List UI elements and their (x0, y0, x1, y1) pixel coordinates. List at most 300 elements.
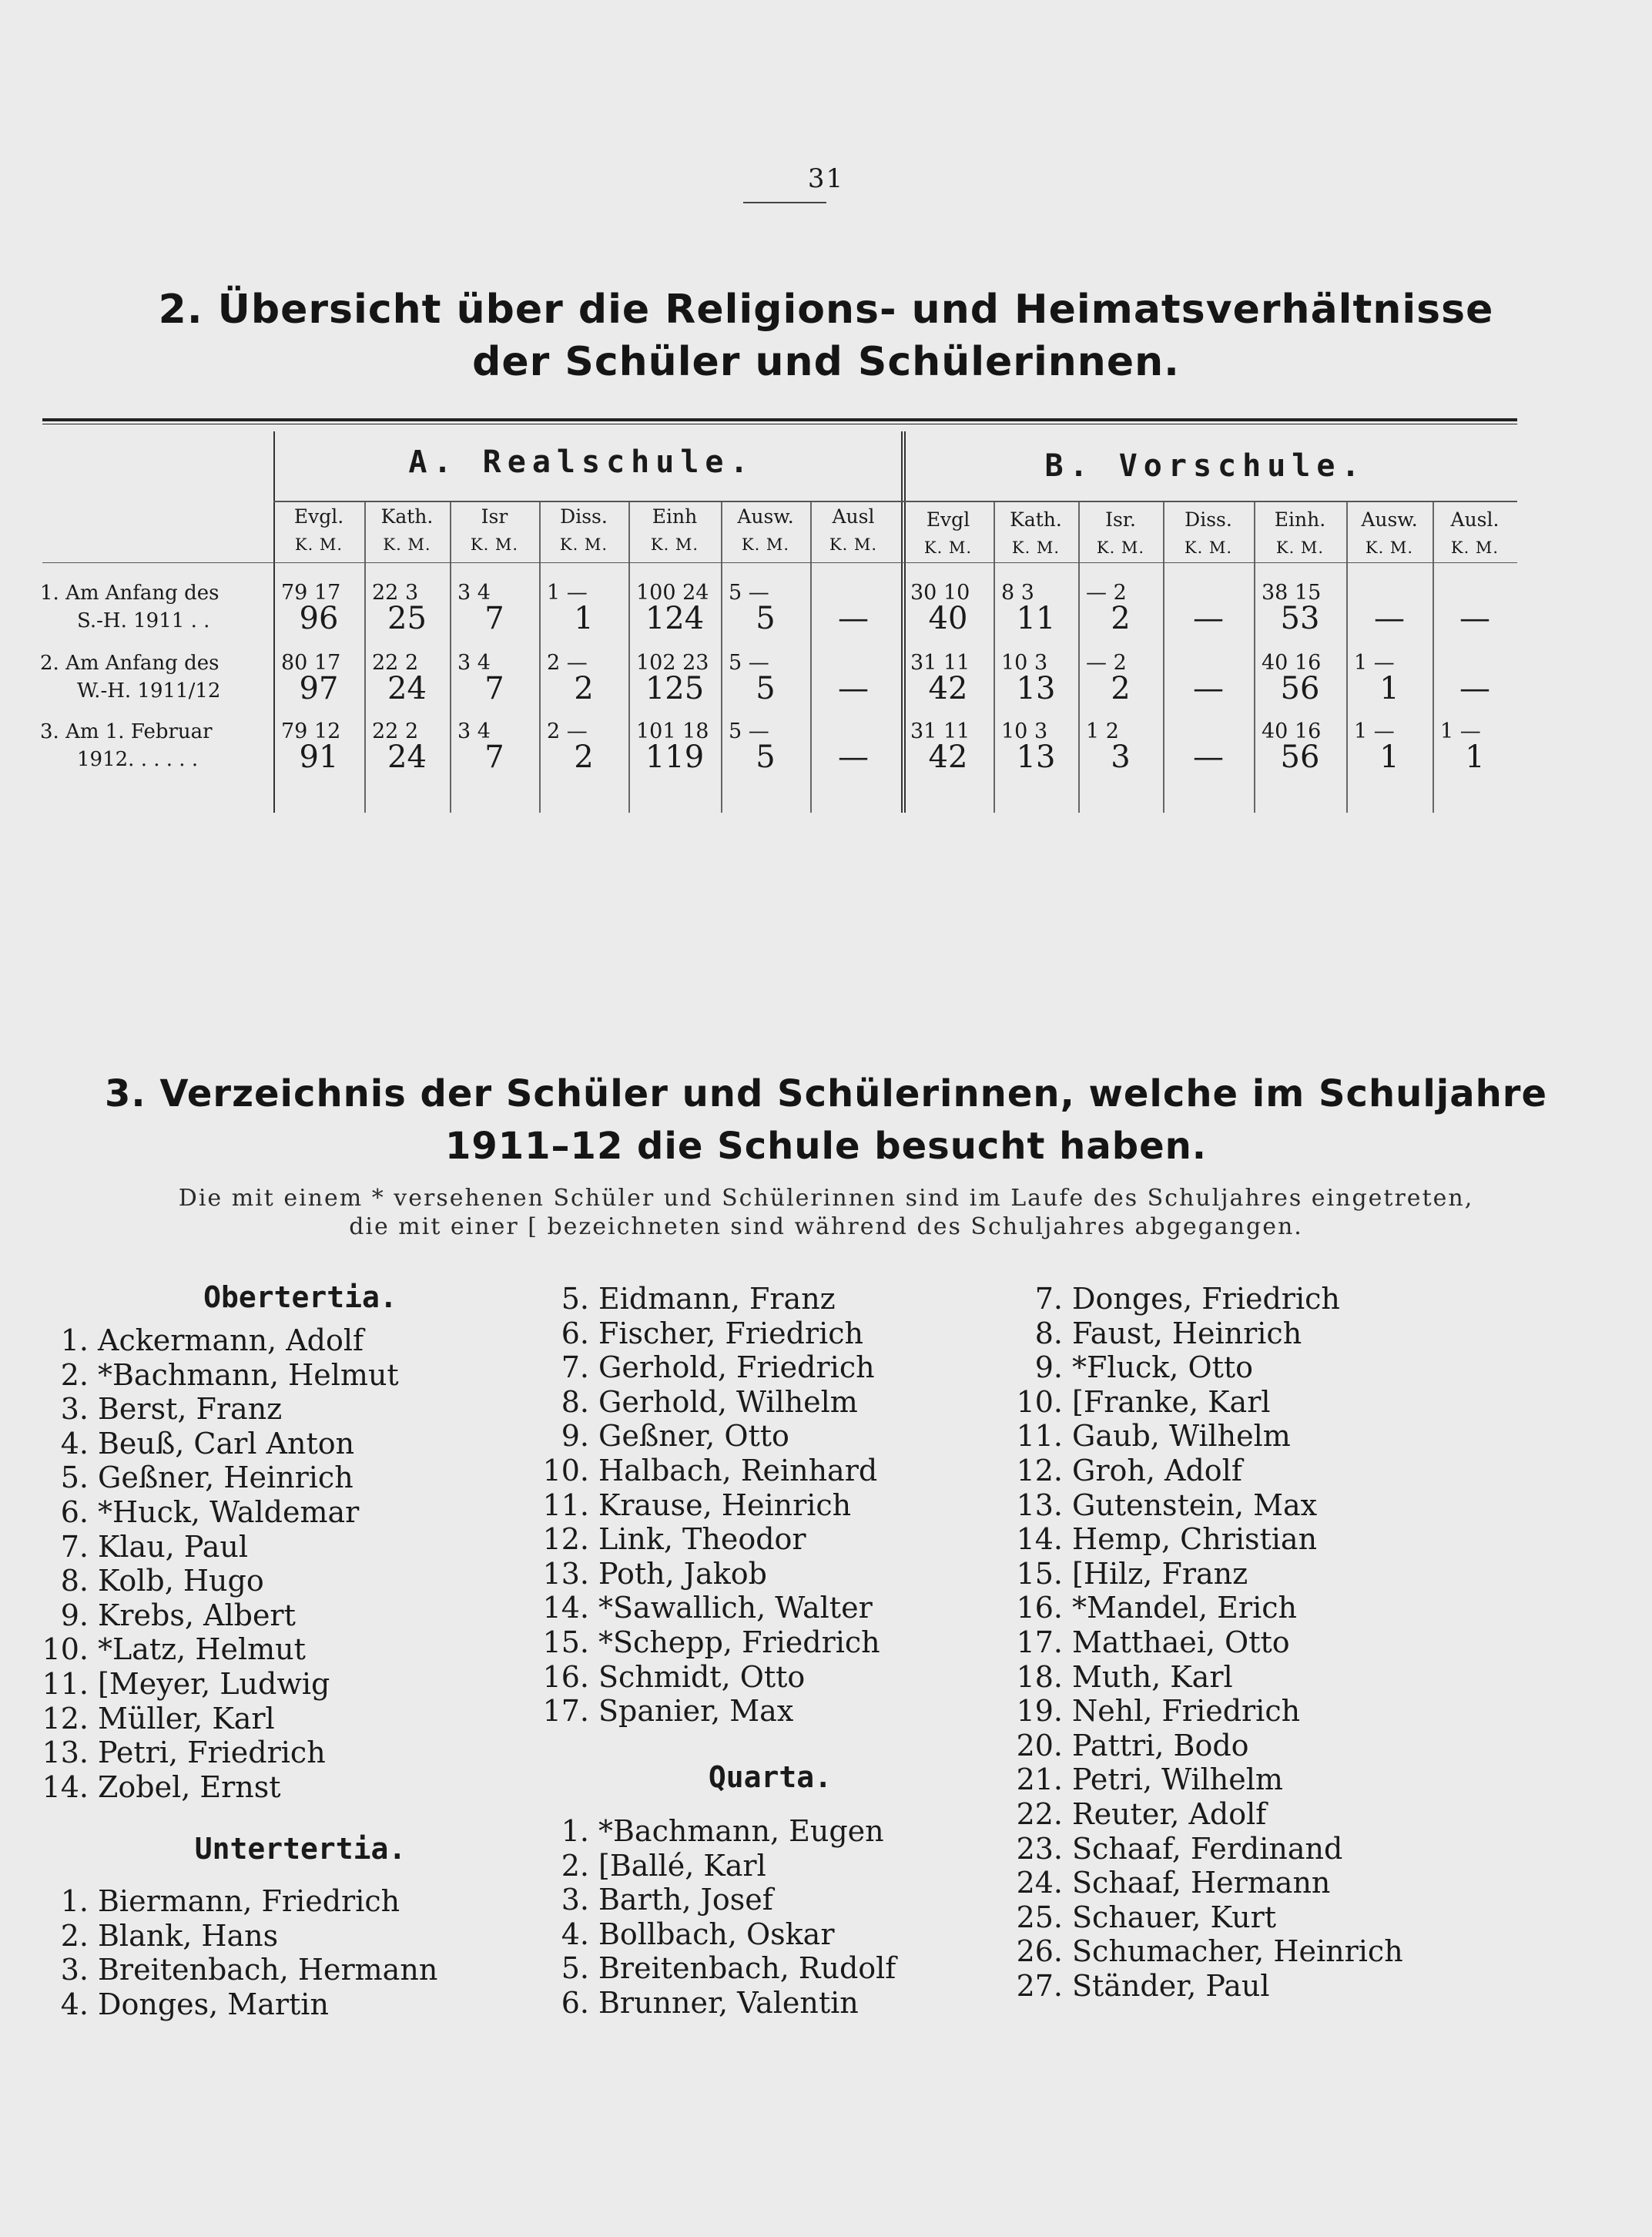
cell-total-b: 42 (928, 740, 968, 775)
student-name: Geßner, Otto (598, 1419, 789, 1454)
cell-total-a: 7 (484, 740, 504, 775)
student-name: Brunner, Valentin (598, 1985, 859, 2020)
student-number: 7. (561, 1350, 589, 1385)
student-number: 26. (1016, 1934, 1063, 1969)
student-name: *Sawallich, Walter (598, 1591, 873, 1625)
student-number: 14. (42, 1769, 89, 1804)
cell-total-b: 56 (1280, 671, 1320, 706)
quarta-list-b (997, 1282, 1403, 2003)
column-subheader-b: K. M. (1450, 538, 1500, 557)
cell-total-b: 2 (1111, 671, 1131, 706)
cell-small-b: 31 11 (910, 719, 970, 743)
student-number: 2. (60, 1357, 89, 1392)
student-number: 21. (1016, 1762, 1063, 1797)
student-list-item (997, 1866, 1403, 1900)
cell-small-a: 5 — (729, 581, 769, 605)
student-number: 1. (60, 1323, 89, 1357)
cell-total-b: 2 (1111, 601, 1131, 636)
student-number: 15. (1016, 1556, 1063, 1591)
column-header-a: Ausl (832, 505, 875, 528)
student-name: Müller, Karl (98, 1701, 275, 1736)
cell-small-b: 10 3 (1001, 719, 1048, 743)
student-list-item (997, 1729, 1403, 1763)
column-header-b: Evgl (926, 508, 970, 531)
student-name: *Mandel, Erich (1072, 1591, 1297, 1625)
student-name: Bollbach, Oskar (598, 1917, 835, 1951)
student-name: Schmidt, Otto (598, 1659, 806, 1694)
cell-total-a: — (838, 740, 869, 775)
student-list-item (23, 1427, 399, 1461)
student-number: 13. (42, 1736, 89, 1770)
student-list-item (997, 1797, 1403, 1832)
cell-total-b: 1 (1379, 740, 1399, 775)
student-number: 22. (1016, 1796, 1063, 1831)
student-name: Donges, Friedrich (1072, 1282, 1340, 1316)
student-name: Hemp, Christian (1072, 1522, 1318, 1557)
cell-total-a: 7 (484, 601, 504, 636)
student-list-item (23, 1632, 399, 1667)
student-number: 6. (561, 1985, 589, 2020)
student-name: Biermann, Friedrich (98, 1884, 400, 1918)
column-subheader-b: K. M. (1365, 538, 1414, 557)
student-name: Nehl, Friedrich (1072, 1694, 1301, 1729)
legend-note-line2: die mit einer [ bezeichneten sind während des Schuljahres abgegangen. (349, 1213, 1303, 1240)
cell-total-a: 5 (756, 740, 776, 775)
student-list-item (997, 1660, 1403, 1695)
cell-small-b: 8 3 (1001, 581, 1034, 605)
student-list-item (997, 1625, 1403, 1660)
column-subheader-b: K. M. (1275, 538, 1325, 557)
quarta-heading: Quarta. (708, 1760, 833, 1794)
column-subheader-a: K. M. (741, 535, 790, 554)
student-number: 8. (1034, 1316, 1063, 1350)
student-number: 23. (1016, 1831, 1063, 1866)
cell-total-a: 2 (574, 671, 594, 706)
student-list-item (524, 1385, 880, 1420)
column-header-a: Evgl. (293, 505, 344, 528)
section2-subtitle: der Schüler und Schülerinnen. (472, 339, 1180, 385)
cell-total-a: 5 (756, 671, 776, 706)
student-list-item (997, 1454, 1403, 1488)
student-list-item (23, 1953, 437, 1987)
student-name: *Latz, Helmut (98, 1632, 306, 1667)
student-number: 20. (1016, 1728, 1063, 1762)
obertertia-heading: Obertertia. (203, 1280, 397, 1314)
header-rule (273, 501, 1517, 502)
student-name: Krebs, Albert (98, 1598, 296, 1632)
student-number: 17. (1016, 1625, 1063, 1659)
untertertia-list-a (23, 1884, 437, 2021)
student-name: Beuß, Carl Anton (98, 1426, 355, 1461)
student-name: Halbach, Reinhard (598, 1453, 878, 1487)
student-list-item (23, 1358, 399, 1393)
student-name: Kolb, Hugo (98, 1564, 264, 1598)
column-header-b: Ausw. (1361, 508, 1418, 531)
student-number: 7. (1034, 1282, 1063, 1316)
column-header-b: Ausl. (1450, 508, 1500, 531)
row-label-line1: 2. Am Anfang des (40, 652, 219, 675)
cell-small-b: 1 2 (1086, 719, 1119, 743)
student-list-item (997, 1900, 1403, 1935)
cell-small-b: — 2 (1086, 581, 1127, 605)
cell-total-a: 119 (645, 740, 705, 775)
student-name: Breitenbach, Hermann (98, 1953, 438, 1987)
column-header-b: Einh. (1274, 508, 1326, 531)
student-list-item (997, 1385, 1403, 1420)
student-name: Faust, Heinrich (1072, 1316, 1302, 1350)
cell-total-a: 97 (299, 671, 339, 706)
student-number: 15. (542, 1625, 589, 1659)
column-subheader-b: K. M. (1011, 538, 1061, 557)
student-name: Groh, Adolf (1072, 1453, 1242, 1487)
student-name: Berst, Franz (98, 1392, 283, 1427)
student-list-item (23, 1919, 437, 1954)
cell-total-a: 91 (299, 740, 339, 775)
student-number: 7. (60, 1529, 89, 1564)
cell-small-b: 40 16 (1262, 719, 1322, 743)
cell-total-a: 96 (299, 601, 339, 636)
student-list-item (524, 1951, 896, 1986)
cell-small-a: 2 — (547, 651, 588, 675)
cell-total-b: 1 (1465, 740, 1485, 775)
student-list-item (23, 1598, 399, 1633)
student-number: 16. (542, 1659, 589, 1694)
student-name: Ständer, Paul (1072, 1968, 1270, 2003)
student-number: 5. (60, 1461, 89, 1495)
student-number: 8. (561, 1384, 589, 1419)
cell-total-a: — (838, 671, 869, 706)
student-list-item (997, 1591, 1403, 1625)
student-number: 9. (1034, 1350, 1063, 1385)
column-subheader-a: K. M. (470, 535, 519, 554)
untertertia-heading: Untertertia. (194, 1832, 407, 1866)
student-name: Reuter, Adolf (1072, 1796, 1267, 1831)
student-number: 27. (1016, 1968, 1063, 2003)
cell-total-b: 11 (1016, 601, 1056, 636)
cell-total-b: — (1193, 740, 1224, 775)
cell-small-b: — 2 (1086, 651, 1127, 675)
student-name: Schumacher, Heinrich (1072, 1934, 1403, 1969)
student-number: 12. (1016, 1453, 1063, 1487)
student-list-item (997, 1350, 1403, 1385)
student-name: Schaaf, Hermann (1072, 1866, 1331, 1900)
table-top-rule (42, 418, 1517, 421)
student-name: Donges, Martin (98, 1987, 329, 2021)
student-list-item (524, 1694, 880, 1729)
student-number: 9. (561, 1419, 589, 1454)
column-subheader-b: K. M. (1096, 538, 1145, 557)
column-subheader-a: K. M. (294, 535, 343, 554)
student-name: Gaub, Wilhelm (1072, 1419, 1291, 1454)
student-number: 3. (60, 1953, 89, 1987)
student-list-item (997, 1282, 1403, 1316)
student-name: *Fluck, Otto (1072, 1350, 1254, 1385)
student-number: 24. (1016, 1866, 1063, 1900)
column-subheader-b: K. M. (923, 538, 973, 557)
column-subheader-a: K. M. (383, 535, 431, 554)
student-name: *Huck, Waldemar (98, 1494, 360, 1529)
student-number: 17. (542, 1694, 589, 1729)
student-number: 9. (60, 1598, 89, 1632)
student-list-item (23, 1702, 399, 1736)
student-number: 18. (1016, 1659, 1063, 1694)
student-name: Muth, Karl (1072, 1659, 1233, 1694)
student-name: Gerhold, Wilhelm (598, 1384, 858, 1419)
student-list-item (23, 1987, 437, 2022)
row-label-line1: 3. Am 1. Februar (40, 720, 213, 743)
student-number: 12. (42, 1701, 89, 1736)
cell-small-b: 1 — (1354, 651, 1395, 675)
student-number: 25. (1016, 1900, 1063, 1934)
student-list-item (524, 1917, 896, 1952)
student-number: 19. (1016, 1694, 1063, 1729)
cell-small-b: 1 — (1354, 719, 1395, 743)
student-name: Matthaei, Otto (1072, 1625, 1290, 1659)
student-list-item (524, 1986, 896, 2021)
student-list-item (997, 1694, 1403, 1729)
student-number: 6. (60, 1494, 89, 1529)
student-list-item (524, 1660, 880, 1695)
student-number: 11. (1016, 1419, 1063, 1454)
student-name: Gutenstein, Max (1072, 1487, 1318, 1522)
cell-small-b: 31 11 (910, 651, 970, 675)
student-name: *Schepp, Friedrich (598, 1625, 880, 1659)
cell-small-a: 22 3 (372, 581, 419, 605)
student-list-item (997, 1522, 1403, 1557)
cell-total-b: 13 (1016, 740, 1056, 775)
cell-small-a: 3 4 (457, 651, 491, 675)
group-b-title: B. Vorschule. (1044, 448, 1366, 484)
column-subheader-b: K. M. (1184, 538, 1233, 557)
cell-total-b: 13 (1016, 671, 1056, 706)
cell-total-a: 5 (756, 601, 776, 636)
student-name: Zobel, Ernst (98, 1769, 281, 1804)
student-list-item (997, 1316, 1403, 1351)
student-list-item (524, 1557, 880, 1591)
student-list-item (23, 1667, 399, 1702)
cell-small-b: 40 16 (1262, 651, 1322, 675)
student-name: *Bachmann, Helmut (98, 1357, 399, 1392)
student-number: 10. (542, 1453, 589, 1487)
legend-note-line1: Die mit einem * versehenen Schüler und Schülerinnen sind im Laufe des Schuljahres eingetreten, (178, 1185, 1474, 1212)
cell-small-a: 80 17 (281, 651, 341, 675)
cell-total-a: 125 (645, 671, 705, 706)
student-name: Eidmann, Franz (598, 1282, 836, 1316)
student-list-item (524, 1814, 896, 1849)
student-list-item (524, 1591, 880, 1625)
section3-title: 3. Verzeichnis der Schüler und Schülerinnen, welche im Schuljahre (104, 1072, 1548, 1115)
student-number: 10. (42, 1632, 89, 1667)
column-header-a: Ausw. (737, 505, 794, 528)
student-name: Gerhold, Friedrich (598, 1350, 875, 1385)
student-name: [Meyer, Ludwig (98, 1666, 330, 1701)
student-number: 3. (561, 1883, 589, 1917)
student-number: 4. (60, 1987, 89, 2021)
cell-total-a: 25 (387, 601, 427, 636)
cell-total-a: 2 (574, 740, 594, 775)
cell-small-b: 1 — (1440, 719, 1481, 743)
row-label-line1: 1. Am Anfang des (40, 582, 219, 605)
student-number: 1. (561, 1814, 589, 1848)
student-name: [Ballé, Karl (598, 1848, 766, 1883)
student-name: [Hilz, Franz (1072, 1556, 1248, 1591)
column-header-b: Diss. (1185, 508, 1232, 531)
cell-total-a: 1 (574, 601, 594, 636)
student-number: 2. (561, 1848, 589, 1883)
student-name: Geßner, Heinrich (98, 1461, 354, 1495)
student-list-item (524, 1625, 880, 1660)
cell-small-a: 5 — (729, 719, 769, 743)
column-header-b: Kath. (1010, 508, 1062, 531)
student-list-item (997, 1557, 1403, 1591)
cell-total-b: — (1459, 601, 1490, 636)
cell-total-b: — (1459, 671, 1490, 706)
student-list-item (524, 1350, 880, 1385)
cell-total-a: — (838, 601, 869, 636)
quarta-list-a (524, 1814, 896, 2021)
student-list-item (997, 1762, 1403, 1797)
column-subheader-a: K. M. (559, 535, 608, 554)
row-label-line2: W.-H. 1911/12 (77, 679, 221, 703)
cell-small-a: 22 2 (372, 719, 419, 743)
student-name: *Bachmann, Eugen (598, 1814, 884, 1848)
cell-total-b: 56 (1280, 740, 1320, 775)
student-name: Blank, Hans (98, 1918, 279, 1953)
student-name: Breitenbach, Rudolf (598, 1951, 896, 1986)
column-header-b: Isr. (1105, 508, 1136, 531)
cell-small-a: 5 — (729, 651, 769, 675)
cell-total-b: 3 (1111, 740, 1131, 775)
student-number: 12. (542, 1522, 589, 1557)
cell-total-b: 1 (1379, 671, 1399, 706)
student-number: 3. (60, 1392, 89, 1427)
student-list-item (524, 1316, 880, 1351)
cell-small-a: 22 2 (372, 651, 419, 675)
cell-total-b: — (1193, 601, 1224, 636)
student-number: 1. (60, 1884, 89, 1918)
student-number: 6. (561, 1316, 589, 1350)
student-name: Barth, Josef (598, 1883, 773, 1917)
student-number: 13. (542, 1556, 589, 1591)
cell-small-a: 1 — (547, 581, 588, 605)
student-name: Pattri, Bodo (1072, 1728, 1249, 1762)
student-list-item (997, 1419, 1403, 1454)
cell-small-b: 38 15 (1262, 581, 1322, 605)
row-label-line2: S.-H. 1911 . . (77, 609, 210, 632)
cell-small-a: 101 18 (636, 719, 709, 743)
cell-small-a: 2 — (547, 719, 588, 743)
row-label-line2: 1912. . . . . . (77, 748, 199, 771)
obertertia-list (23, 1323, 399, 1804)
student-list-item (524, 1883, 896, 1917)
cell-total-a: 7 (484, 671, 504, 706)
student-name: Fischer, Friedrich (598, 1316, 863, 1350)
student-list-item (23, 1884, 437, 1919)
student-number: 2. (60, 1918, 89, 1953)
student-number: 11. (542, 1487, 589, 1522)
student-name: Link, Theodor (598, 1522, 806, 1557)
student-list-item (23, 1736, 399, 1770)
column-subheader-a: K. M. (650, 535, 699, 554)
cell-total-b: 42 (928, 671, 968, 706)
cell-total-a: 124 (645, 601, 705, 636)
cell-total-b: — (1193, 671, 1224, 706)
student-name: Petri, Wilhelm (1072, 1762, 1283, 1797)
student-number: 16. (1016, 1591, 1063, 1625)
page-number: 31 (807, 163, 845, 194)
student-name: Poth, Jakob (598, 1556, 767, 1591)
cell-small-a: 3 4 (457, 581, 491, 605)
student-list-item (524, 1454, 880, 1488)
student-number: 4. (60, 1426, 89, 1461)
group-a-title: A. Realschule. (408, 444, 755, 480)
section3-subtitle: 1911–12 die Schule besucht haben. (444, 1125, 1208, 1168)
student-number: 5. (561, 1282, 589, 1316)
cell-total-a: 24 (387, 740, 427, 775)
student-list-item (997, 1832, 1403, 1866)
student-name: Ackermann, Adolf (98, 1323, 364, 1357)
student-name: Petri, Friedrich (98, 1736, 326, 1770)
student-list-item (524, 1419, 880, 1454)
student-number: 13. (1016, 1487, 1063, 1522)
student-name: [Franke, Karl (1072, 1384, 1271, 1419)
student-name: Klau, Paul (98, 1529, 248, 1564)
student-name: Spanier, Max (598, 1694, 794, 1729)
student-list-item (23, 1323, 399, 1358)
student-number: 5. (561, 1951, 589, 1986)
student-list-item (23, 1392, 399, 1427)
student-number: 4. (561, 1917, 589, 1951)
cell-small-a: 102 23 (636, 651, 709, 675)
cell-small-a: 79 17 (281, 581, 341, 605)
cell-total-a: 24 (387, 671, 427, 706)
cell-total-b: 53 (1280, 601, 1320, 636)
cell-small-a: 100 24 (636, 581, 709, 605)
column-header-a: Einh (652, 505, 698, 528)
student-number: 14. (542, 1591, 589, 1625)
student-list-item (524, 1282, 880, 1316)
student-list-item (997, 1934, 1403, 1969)
page-number-rule (743, 202, 826, 203)
cell-small-b: 30 10 (910, 581, 970, 605)
column-header-a: Kath. (380, 505, 434, 528)
cell-small-b: 10 3 (1001, 651, 1048, 675)
student-list-item (997, 1488, 1403, 1523)
student-list-item (524, 1849, 896, 1883)
student-name: Krause, Heinrich (598, 1487, 852, 1522)
student-list-item (23, 1530, 399, 1565)
student-list-item (524, 1522, 880, 1557)
subheader-rule (42, 562, 1517, 563)
student-list-item (524, 1488, 880, 1523)
student-list-item (23, 1564, 399, 1598)
student-number: 10. (1016, 1384, 1063, 1419)
student-list-item (23, 1770, 399, 1805)
cell-total-b: — (1374, 601, 1405, 636)
student-list-item (997, 1969, 1403, 2004)
student-name: Schauer, Kurt (1072, 1900, 1277, 1934)
cell-small-a: 79 12 (281, 719, 341, 743)
student-number: 11. (42, 1666, 89, 1701)
student-number: 14. (1016, 1522, 1063, 1557)
student-number: 8. (60, 1564, 89, 1598)
column-subheader-a: K. M. (829, 535, 878, 554)
section2-title: 2. Übersicht über die Religions- und Heimatsverhältnisse (158, 287, 1494, 333)
untertertia-list-b (524, 1282, 880, 1729)
student-name: Schaaf, Ferdinand (1072, 1831, 1343, 1866)
cell-total-b: 40 (928, 601, 968, 636)
student-list-item (23, 1461, 399, 1495)
